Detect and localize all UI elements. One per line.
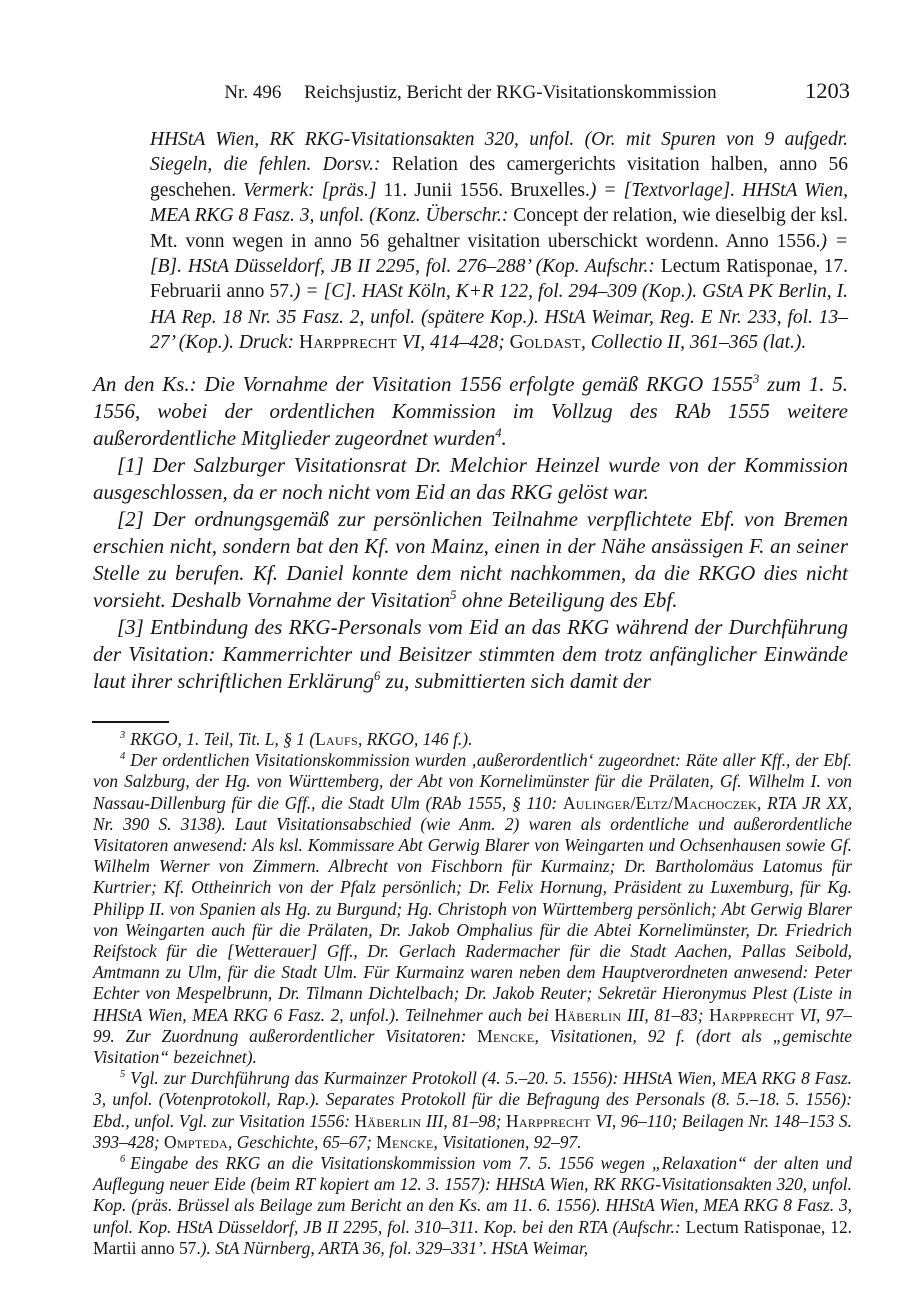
footnote-separator-rule (92, 721, 169, 723)
footnote-6-text: Eingabe des RKG an die Visitationskommission vom 7. 5. 1556 wegen „Relaxation“ der alten und Auflegung neuer Eide (beim RT kopiert am 12. 3. 1557): HHStA Wien, RK RKG-Visitationsakten 320, unfol. Kop. (präs. Brüssel als Beilage zum Bericht an den Ks. am 11. 6. 1556). HHStA Wien, MEA RKG 8 Fasz. 3, unfol. Kop. HStA Düsseldorf, JB II 2295, fol. 310–311. Kop. bei den RTA (Aufschr.: Lectum Ratisponae, 12. Martii anno 57.). StA Nürnberg, ARTA 36, fol. 329–331’. HStA Weimar, (93, 1153, 853, 1258)
footnote-4-text: Der ordentlichen Visitationskommission wurden ‚außerordentlich‘ zugeordnet: Räte aller Kff., der Ebf. von Salzburg, der Hg. von Württemberg, der Abt von Kornelimünster für die Prälaten, Gf. Wilhelm I. von Nassau-Dillenburg für die Gff., die Stadt Ulm (RAb 1555, § 110: Aulinger/Eltz/Machoczek, RTA JR XX, Nr. 390 S. 3138). Laut Visitationsabschied (wie Anm. 2) waren als ordentliche und außerordentliche Visitatoren anwesend: Als ksl. Kommissare Abt Gerwig Blarer von Weingarten und Ochsenhausen sowie Gf. Wilhelm Werner von Zimmern. Albrecht von Fischborn für Kurmainz; Dr. Bartholomäus Latomus für Kurtrier; Kf. Ottheinrich von der Pfalz persönlich; Dr. Felix Hornung, Präsident zu Luxemburg, für Kg. Philipp II. von Spanien als Hg. zu Burgund; Hg. Christoph von Württemberg persönlich; Abt Gerwig Blarer von Weingarten auch für die Prälaten, Dr. Jakob Omphalius für die Abtei Kornelimünster, Dr. Friedrich Reifstock für die [Wetterauer] Gff., Dr. Gerlach Radermacher für die Stadt Aachen, Pallas Seibold, Amtmann zu Ulm, für die Stadt Ulm. Für Kurmainz waren neben dem Hauptverordneten anwesend: Peter Echter von Mespelbrunn, Dr. Tilmann Dichtelbach; Dr. Jakob Reuter; Sekretär Hieronymus Plest (Liste in HHStA Wien, MEA RKG 6 Fasz. 2, unfol.). Teilnehmer auch bei Häberlin III, 81–83; Harpprecht VI, 97–99. Zur Zuordnung außerordentlicher Visitatoren: Mencke, Visitationen, 92 f. (dort als „gemischte Visitation“ bezeichnet). (93, 750, 852, 1068)
running-header (93, 78, 850, 110)
paragraph-3: [3] Entbindung des RKG-Personals vom Eid an das RKG während der Durchführung der Visitation: Kammerrichter und Beisitzer stimmten dem trotz anfänglicher Einwände laut ihrer schriftlichen Erklärung$^6$ zu, submittierten sich damit der (93, 615, 848, 693)
page-number: 1203 (805, 78, 850, 103)
main-text (93, 371, 848, 695)
source-apparatus-block: HHStA Wien, RK RKG-Visitationsakten 320, unfol. (Or. mit Spuren von 9 aufgedr. Siegeln, die fehlen. Dorsv.: Relation des camergerichts visitation halben, anno 56 geschehen. Vermerk: [präs.] 11. Junii 1556. Bruxelles.) = [Textvorlage]. HHStA Wien, MEA RKG 8 Fasz. 3, unfol. (Konz. Überschr.: Concept der relation, wie dieselbig der ksl. Mt. vonn wegen in anno 56 gehaltner visitation uberschickt wordenn. Anno 1556.) = [B]. HStA Düsseldorf, JB II 2295, fol. 276–288’ (Kop. Aufschr.: Lectum Ratisponae, 17. Februarii anno 57.) = [C]. HASt Köln, K+R 122, fol. 294–309 (Kop.). GStA PK Berlin, I. HA Rep. 18 Nr. 35 Fasz. 2, unfol. (spätere Kop.). HStA Weimar, Reg. E Nr. 233, fol. 13–27’ (Kop.). Druck: Harpprecht VI, 414–428; Goldast, Collectio II, 361–365 (lat.). (150, 129, 849, 354)
summary-paragraph: An den Ks.: Die Vornahme der Visitation 1556 erfolgte gemäß RKGO 1555$^3$ zum 1. 5. 1556, wobei der ordentlichen Kommission im Vollzug des RAb 1555 weitere außerordentliche Mitglieder zugeordnet wurden$^4$. (93, 372, 848, 450)
document-number: Nr. 496 (224, 82, 282, 103)
footnote-4 (93, 750, 852, 1068)
footnote-3 (93, 729, 852, 750)
footnotes-block (93, 729, 852, 1259)
footnote-5-marker: 5 (120, 1069, 126, 1081)
footnote-3-text: RKGO, 1. Teil, Tit. L, § 1 (Laufs, RKGO, 146 f.). (130, 729, 473, 749)
running-header-center (93, 82, 848, 104)
footnote-6-marker: 6 (120, 1154, 126, 1166)
paragraph-2: [2] Der ordnungsgemäß zur persönlichen Teilnahme verpflichtete Ebf. von Bremen erschien nicht, sondern bat den Kf. von Mainz, einen in der Nähe ansässigen F. an seiner Stelle zu berufen. Kf. Daniel konnte dem nicht nachkommen, da die RKGO dies nicht vorsieht. Deshalb Vornahme der Visitation$^5$ ohne Beteiligung des Ebf. (93, 507, 848, 612)
running-title: Reichsjustiz, Bericht der RKG-Visitationskommission (304, 82, 717, 103)
paragraph-1: [1] Der Salzburger Visitationsrat Dr. Melchior Heinzel wurde von der Kommission ausgeschlossen, da er noch nicht vom Eid an das RKG gelöst war. (93, 453, 848, 504)
footnote-5 (93, 1068, 852, 1153)
footnote-6 (93, 1153, 852, 1259)
footnote-4-marker: 4 (120, 751, 126, 763)
footnote-5-text: Vgl. zur Durchführung das Kurmainzer Protokoll (4. 5.–20. 5. 1556): HHStA Wien, MEA RKG 8 Fasz. 3, unfol. (Votenprotokoll, Rap.). Separates Protokoll für die Befragung des Personals (8. 5.–18. 5. 1556): Ebd., unfol. Vgl. zur Visitation 1556: Häberlin III, 81–98; Harpprecht VI, 96–110; Beilagen Nr. 148–153 S. 393–428; Ompteda, Geschichte, 65–67; Mencke, Visitationen, 92–97. (93, 1068, 852, 1152)
footnote-3-marker: 3 (120, 730, 126, 742)
